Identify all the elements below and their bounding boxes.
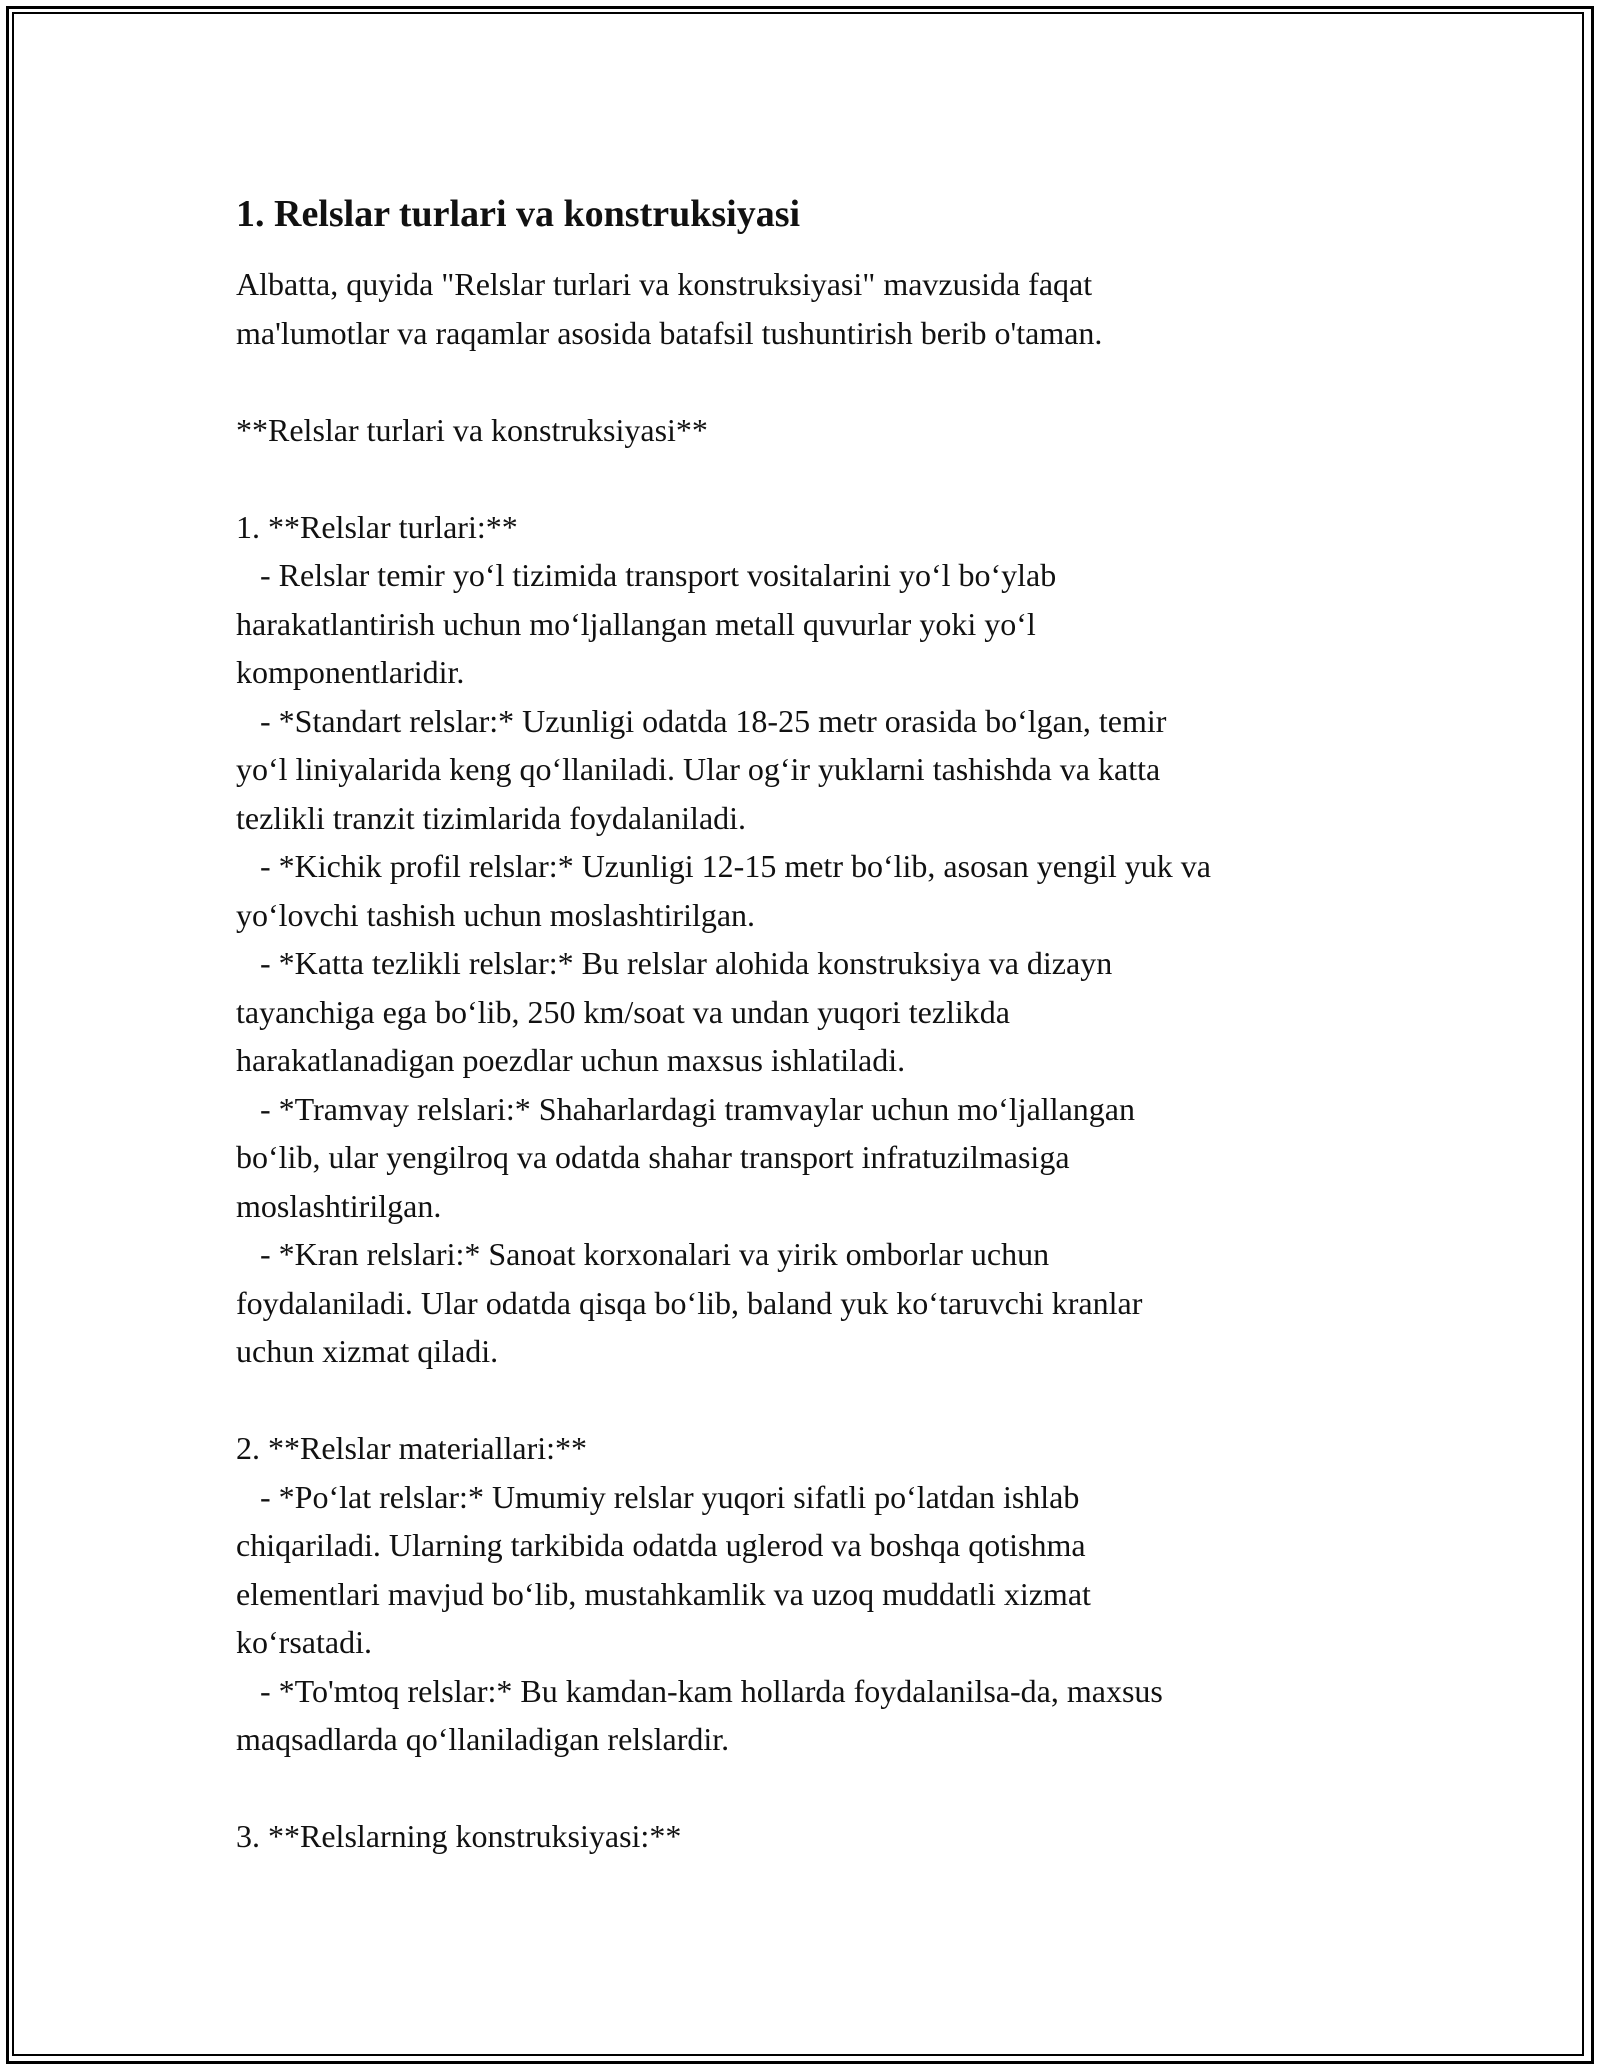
list-item: - *Standart relslar:* Uzunligi odatda 18-25 metr orasida bo‘lgan, temir yo‘l liniyalarida keng qo‘llaniladi. Ular og‘ir yuklarni tashishda va katta tezlikli tranzit tizimlarida foydalaniladi. bbox=[236, 702, 1167, 836]
spacer bbox=[236, 357, 1366, 406]
document-body bbox=[236, 180, 1366, 1861]
section-heading: 1. **Relslar turlari:** bbox=[236, 508, 518, 545]
section-heading: 3. **Relslarning konstruksiyasi:** bbox=[236, 1818, 682, 1854]
list-item: - Relslar temir yo‘l tizimida transport vositalarini yo‘l bo‘ylab harakatlantirish uchun mo‘ljallangan metall quvurlar yoki yo‘l komponentlaridir. bbox=[236, 557, 1057, 690]
list-item: - *Kichik profil relslar:* Uzunligi 12-15 metr bo‘lib, asosan yengil yuk va yo‘lovchi tashish uchun moslashtirilgan. bbox=[236, 848, 1211, 933]
list-item: - *Tramvay relslari:* Shaharlardagi tramvaylar uchun mo‘ljallangan bo‘lib, ular yengilroq va odatda shahar transport infratuzilmasiga moslashtirilgan. bbox=[236, 1090, 1135, 1224]
list-item: - *Po‘lat relslar:* Umumiy relslar yuqori sifatli po‘latdan ishlab chiqariladi. Ularning tarkibida odatda uglerod va boshqa qotishma elementlari mavjud bo‘lib, mustahkamlik va uzoq muddatli xizmat ko‘rsatadi. bbox=[236, 1478, 1091, 1660]
spacer bbox=[236, 454, 1366, 503]
list-item: - *To'mtoq relslar:* Bu kamdan-kam hollarda foydalanilsa-da, maxsus maqsadlarda qo‘llaniladigan relslardir. bbox=[236, 1672, 1163, 1757]
section-heading: 2. **Relslar materiallari:** bbox=[236, 1430, 587, 1466]
intro-paragraph: Albatta, quyida "Relslar turlari va konstruksiyasi" mavzusida faqat ma'lumotlar va raqamlar asosida batafsil tushuntirish berib o'taman. bbox=[236, 266, 1103, 351]
subheading: **Relslar turlari va konstruksiyasi** bbox=[236, 411, 708, 448]
spacer bbox=[236, 1764, 1366, 1813]
document-title: 1. Relslar turlari va konstruksiyasi bbox=[236, 193, 801, 235]
list-item: - *Kran relslari:* Sanoat korxonalari va yirik omborlar uchun foydalaniladi. Ular odatda qisqa bo‘lib, baland yuk ko‘taruvchi kranlar uchun xizmat qiladi. bbox=[236, 1236, 1143, 1369]
list-item: - *Katta tezlikli relslar:* Bu relslar alohida konstruksiya va dizayn tayanchiga ega bo‘lib, 250 km/soat va undan yuqori tezlikda harakatlanadigan poezdlar uchun maxsus ishlatiladi. bbox=[236, 945, 1113, 1078]
spacer bbox=[236, 1376, 1366, 1425]
